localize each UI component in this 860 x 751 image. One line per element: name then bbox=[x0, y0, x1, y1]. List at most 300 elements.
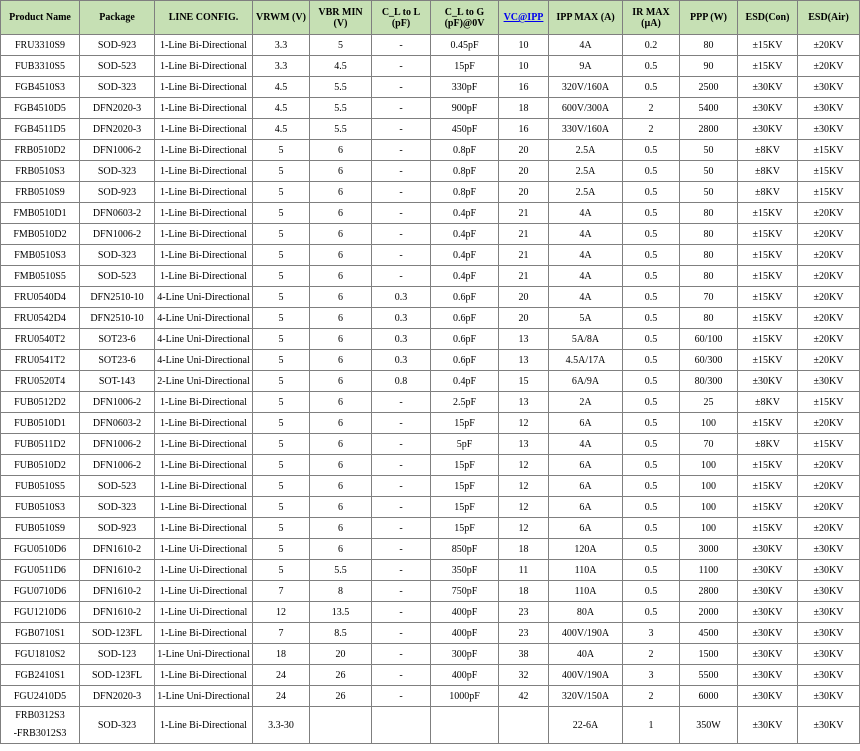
c-line-to-line-cell: 0.3 bbox=[372, 308, 431, 329]
product-name-cell: FRU0520T4 bbox=[1, 371, 80, 392]
package-cell: SOD-523 bbox=[80, 266, 155, 287]
ipp-max-cell: 600V/300A bbox=[549, 98, 623, 119]
vc-at-ipp-cell: 12 bbox=[499, 455, 549, 476]
ppp-cell: 60/300 bbox=[680, 350, 738, 371]
c-line-to-ground-cell: 0.6pF bbox=[431, 308, 499, 329]
col-header-line-config: LINE CONFIG. bbox=[155, 1, 253, 35]
c-line-to-line-cell: - bbox=[372, 434, 431, 455]
package-cell: DFN2510-10 bbox=[80, 287, 155, 308]
c-line-to-ground-cell: 0.8pF bbox=[431, 161, 499, 182]
line-config-cell: 1-Line Bi-Directional bbox=[155, 497, 253, 518]
ppp-cell: 70 bbox=[680, 287, 738, 308]
ppp-cell: 2500 bbox=[680, 77, 738, 98]
product-name-cell bbox=[1, 707, 80, 744]
vc-at-ipp-cell: 12 bbox=[499, 413, 549, 434]
col-header-ppp: PPP (W) bbox=[680, 1, 738, 35]
esd-contact-cell: ±15KV bbox=[738, 245, 798, 266]
package-cell: SOT23-6 bbox=[80, 350, 155, 371]
line-config-cell: 1-Line Bi-Directional bbox=[155, 392, 253, 413]
vc-at-ipp-cell: 13 bbox=[499, 434, 549, 455]
ir-max-cell: 0.5 bbox=[623, 329, 680, 350]
c-line-to-ground-cell: 0.4pF bbox=[431, 224, 499, 245]
c-line-to-line-cell: - bbox=[372, 119, 431, 140]
esd-contact-cell: ±15KV bbox=[738, 329, 798, 350]
ir-max-cell: 0.5 bbox=[623, 413, 680, 434]
table-row bbox=[1, 434, 860, 455]
ipp-max-cell: 6A bbox=[549, 476, 623, 497]
vrwm-cell: 3.3-30 bbox=[253, 707, 310, 744]
vbr-min-cell: 26 bbox=[310, 686, 372, 707]
ipp-max-cell: 4A bbox=[549, 434, 623, 455]
vc-at-ipp-cell: 12 bbox=[499, 476, 549, 497]
vbr-min-cell: 6 bbox=[310, 434, 372, 455]
esd-contact-cell: ±15KV bbox=[738, 518, 798, 539]
c-line-to-line-cell: - bbox=[372, 224, 431, 245]
table-row bbox=[1, 182, 860, 203]
vc-at-ipp-cell: 20 bbox=[499, 161, 549, 182]
esd-contact-cell: ±30KV bbox=[738, 665, 798, 686]
vbr-min-cell: 6 bbox=[310, 203, 372, 224]
esd-contact-cell: ±15KV bbox=[738, 287, 798, 308]
ipp-max-cell: 400V/190A bbox=[549, 665, 623, 686]
vrwm-cell: 5 bbox=[253, 476, 310, 497]
vbr-min-cell: 6 bbox=[310, 539, 372, 560]
esd-air-cell: ±30KV bbox=[798, 98, 860, 119]
line-config-cell: 4-Line Uni-Directional bbox=[155, 308, 253, 329]
vc-at-ipp-cell: 20 bbox=[499, 308, 549, 329]
vc-at-ipp-cell: 10 bbox=[499, 35, 549, 56]
c-line-to-ground-cell: 350pF bbox=[431, 560, 499, 581]
c-line-to-ground-cell: 400pF bbox=[431, 665, 499, 686]
c-line-to-ground-cell: 0.4pF bbox=[431, 203, 499, 224]
vbr-min-cell: 6 bbox=[310, 161, 372, 182]
ir-max-cell: 0.5 bbox=[623, 56, 680, 77]
table-row bbox=[1, 581, 860, 602]
c-line-to-ground-cell: 0.4pF bbox=[431, 245, 499, 266]
vc-at-ipp-cell: 13 bbox=[499, 392, 549, 413]
vbr-min-cell: 6 bbox=[310, 413, 372, 434]
esd-air-cell: ±30KV bbox=[798, 686, 860, 707]
esd-contact-cell: ±15KV bbox=[738, 413, 798, 434]
vbr-min-cell: 5.5 bbox=[310, 560, 372, 581]
ppp-cell: 3000 bbox=[680, 539, 738, 560]
vbr-min-cell: 5.5 bbox=[310, 98, 372, 119]
line-config-cell: 1-Line Bi-Directional bbox=[155, 77, 253, 98]
table-row bbox=[1, 77, 860, 98]
line-config-cell: 4-Line Uni-Directional bbox=[155, 329, 253, 350]
table-row bbox=[1, 224, 860, 245]
product-name-cell: FRU0540T2 bbox=[1, 329, 80, 350]
ppp-cell: 6000 bbox=[680, 686, 738, 707]
col-header-package: Package bbox=[80, 1, 155, 35]
vc-at-ipp-cell: 20 bbox=[499, 182, 549, 203]
vbr-min-cell: 6 bbox=[310, 371, 372, 392]
ipp-max-cell: 110A bbox=[549, 560, 623, 581]
table-row bbox=[1, 56, 860, 77]
c-line-to-ground-cell: 0.45pF bbox=[431, 35, 499, 56]
table-row bbox=[1, 203, 860, 224]
esd-air-cell: ±15KV bbox=[798, 182, 860, 203]
esd-contact-cell: ±30KV bbox=[738, 602, 798, 623]
c-line-to-ground-cell bbox=[431, 707, 499, 744]
package-cell: SOD-923 bbox=[80, 182, 155, 203]
line-config-cell: 1-Line Bi-Directional bbox=[155, 182, 253, 203]
vc-at-ipp-cell: 13 bbox=[499, 329, 549, 350]
vrwm-cell: 5 bbox=[253, 497, 310, 518]
vrwm-cell: 5 bbox=[253, 413, 310, 434]
c-line-to-ground-cell: 1000pF bbox=[431, 686, 499, 707]
esd-contact-cell: ±15KV bbox=[738, 35, 798, 56]
package-cell: SOD-323 bbox=[80, 77, 155, 98]
vc-at-ipp-cell: 18 bbox=[499, 581, 549, 602]
line-config-cell: 1-Line Ui-Directional bbox=[155, 602, 253, 623]
vc-at-ipp-cell: 20 bbox=[499, 140, 549, 161]
c-line-to-line-cell: - bbox=[372, 665, 431, 686]
c-line-to-line-cell: - bbox=[372, 98, 431, 119]
ir-max-cell: 0.5 bbox=[623, 371, 680, 392]
vrwm-cell: 5 bbox=[253, 371, 310, 392]
esd-contact-cell: ±15KV bbox=[738, 350, 798, 371]
product-name-cell: FUB0510S9 bbox=[1, 518, 80, 539]
col-header-c-line-to-ground: C_L to G (pF)@0V bbox=[431, 1, 499, 35]
c-line-to-ground-cell: 0.6pF bbox=[431, 329, 499, 350]
line-config-cell: 1-Line Uni-Directional bbox=[155, 644, 253, 665]
esd-contact-cell: ±30KV bbox=[738, 119, 798, 140]
vc-at-ipp-cell: 10 bbox=[499, 56, 549, 77]
c-line-to-ground-cell: 5pF bbox=[431, 434, 499, 455]
esd-air-cell: ±30KV bbox=[798, 623, 860, 644]
line-config-cell: 1-Line Bi-Directional bbox=[155, 413, 253, 434]
table-row bbox=[1, 308, 860, 329]
vbr-min-cell: 6 bbox=[310, 287, 372, 308]
vc-at-ipp-cell: 21 bbox=[499, 224, 549, 245]
c-line-to-ground-cell: 0.6pF bbox=[431, 350, 499, 371]
product-name-cell: FGB4511D5 bbox=[1, 119, 80, 140]
ipp-max-cell: 4A bbox=[549, 266, 623, 287]
c-line-to-ground-cell: 15pF bbox=[431, 455, 499, 476]
vbr-min-cell: 4.5 bbox=[310, 56, 372, 77]
ir-max-cell: 3 bbox=[623, 623, 680, 644]
package-cell: DFN1006-2 bbox=[80, 140, 155, 161]
vrwm-cell: 18 bbox=[253, 644, 310, 665]
c-line-to-ground-cell: 450pF bbox=[431, 119, 499, 140]
package-cell: SOD-123FL bbox=[80, 623, 155, 644]
esd-contact-cell: ±30KV bbox=[738, 77, 798, 98]
ppp-cell: 100 bbox=[680, 476, 738, 497]
col-header-product-name: Product Name bbox=[1, 1, 80, 35]
package-cell: DFN2510-10 bbox=[80, 308, 155, 329]
col-header-ipp-max: IPP MAX (A) bbox=[549, 1, 623, 35]
vc-at-ipp-cell: 13 bbox=[499, 350, 549, 371]
vbr-min-cell: 6 bbox=[310, 476, 372, 497]
ipp-max-cell: 9A bbox=[549, 56, 623, 77]
vrwm-cell: 5 bbox=[253, 266, 310, 287]
esd-contact-cell: ±15KV bbox=[738, 455, 798, 476]
ppp-cell: 1500 bbox=[680, 644, 738, 665]
vrwm-cell: 24 bbox=[253, 686, 310, 707]
esd-air-cell: ±30KV bbox=[798, 602, 860, 623]
ir-max-cell: 0.5 bbox=[623, 203, 680, 224]
vc-at-ipp-cell: 38 bbox=[499, 644, 549, 665]
ppp-cell: 80/300 bbox=[680, 371, 738, 392]
line-config-cell: 1-Line Bi-Directional bbox=[155, 98, 253, 119]
product-name-cell: FGU0710D6 bbox=[1, 581, 80, 602]
c-line-to-ground-cell: 2.5pF bbox=[431, 392, 499, 413]
esd-contact-cell: ±30KV bbox=[738, 371, 798, 392]
line-config-cell: 1-Line Ui-Directional bbox=[155, 581, 253, 602]
table-row bbox=[1, 539, 860, 560]
ppp-cell: 80 bbox=[680, 308, 738, 329]
vrwm-cell: 5 bbox=[253, 455, 310, 476]
vbr-min-cell bbox=[310, 707, 372, 744]
vc-at-ipp-cell: 21 bbox=[499, 266, 549, 287]
table-row bbox=[1, 497, 860, 518]
vbr-min-cell: 13.5 bbox=[310, 602, 372, 623]
vbr-min-cell: 6 bbox=[310, 392, 372, 413]
c-line-to-ground-cell: 0.4pF bbox=[431, 371, 499, 392]
esd-contact-cell: ±15KV bbox=[738, 308, 798, 329]
line-config-cell: 1-Line Bi-Directional bbox=[155, 434, 253, 455]
line-config-cell: 1-Line Ui-Directional bbox=[155, 539, 253, 560]
product-name-cell: FGU0510D6 bbox=[1, 539, 80, 560]
ipp-max-cell: 40A bbox=[549, 644, 623, 665]
package-cell: SOT-143 bbox=[80, 371, 155, 392]
c-line-to-ground-cell: 15pF bbox=[431, 518, 499, 539]
c-line-to-ground-cell: 750pF bbox=[431, 581, 499, 602]
product-name-cell: FRU0540D4 bbox=[1, 287, 80, 308]
ipp-max-cell: 6A bbox=[549, 413, 623, 434]
table-row bbox=[1, 350, 860, 371]
vbr-min-cell: 6 bbox=[310, 308, 372, 329]
vrwm-cell: 5 bbox=[253, 434, 310, 455]
line-config-cell: 1-Line Bi-Directional bbox=[155, 203, 253, 224]
table-row bbox=[1, 686, 860, 707]
line-config-cell: 1-Line Bi-Directional bbox=[155, 245, 253, 266]
esd-air-cell: ±30KV bbox=[798, 77, 860, 98]
vc-at-ipp-cell: 12 bbox=[499, 497, 549, 518]
vc-at-ipp-cell: 16 bbox=[499, 119, 549, 140]
esd-air-cell: ±20KV bbox=[798, 224, 860, 245]
esd-contact-cell: ±8KV bbox=[738, 140, 798, 161]
c-line-to-line-cell: 0.3 bbox=[372, 287, 431, 308]
package-cell: SOD-523 bbox=[80, 56, 155, 77]
product-name-cell: FGB4510S3 bbox=[1, 77, 80, 98]
product-name-cell: FUB0510D1 bbox=[1, 413, 80, 434]
esd-contact-cell: ±30KV bbox=[738, 623, 798, 644]
vc-at-ipp-cell: 21 bbox=[499, 245, 549, 266]
package-cell: SOD-323 bbox=[80, 497, 155, 518]
vc-at-ipp-cell: 32 bbox=[499, 665, 549, 686]
ir-max-cell: 0.5 bbox=[623, 350, 680, 371]
vbr-min-cell: 6 bbox=[310, 455, 372, 476]
ppp-cell: 5500 bbox=[680, 665, 738, 686]
ppp-cell: 80 bbox=[680, 266, 738, 287]
line-config-cell: 4-Line Uni-Directional bbox=[155, 350, 253, 371]
line-config-cell: 1-Line Bi-Directional bbox=[155, 119, 253, 140]
esd-air-cell: ±20KV bbox=[798, 56, 860, 77]
ipp-max-cell: 4A bbox=[549, 203, 623, 224]
ipp-max-cell: 6A bbox=[549, 518, 623, 539]
line-config-cell: 1-Line Bi-Directional bbox=[155, 35, 253, 56]
vrwm-cell: 5 bbox=[253, 350, 310, 371]
ir-max-cell: 0.5 bbox=[623, 497, 680, 518]
ir-max-cell: 0.5 bbox=[623, 539, 680, 560]
c-line-to-ground-cell: 330pF bbox=[431, 77, 499, 98]
esd-contact-cell: ±30KV bbox=[738, 581, 798, 602]
product-name-line: FRB0312S3 bbox=[15, 710, 65, 721]
vrwm-cell: 5 bbox=[253, 308, 310, 329]
vrwm-cell: 5 bbox=[253, 182, 310, 203]
vc-at-ipp-cell: 15 bbox=[499, 371, 549, 392]
product-name-cell: FGB2410S1 bbox=[1, 665, 80, 686]
vbr-min-cell: 6 bbox=[310, 245, 372, 266]
ir-max-cell: 2 bbox=[623, 98, 680, 119]
ppp-cell: 100 bbox=[680, 455, 738, 476]
ir-max-cell: 0.5 bbox=[623, 224, 680, 245]
ppp-cell: 50 bbox=[680, 140, 738, 161]
vc-at-ipp-link[interactable]: VC@IPP bbox=[503, 12, 544, 23]
vc-at-ipp-cell: 18 bbox=[499, 98, 549, 119]
vrwm-cell: 5 bbox=[253, 245, 310, 266]
table-row bbox=[1, 119, 860, 140]
c-line-to-line-cell: - bbox=[372, 476, 431, 497]
header-row bbox=[1, 1, 860, 35]
ppp-cell: 80 bbox=[680, 35, 738, 56]
vbr-min-cell: 26 bbox=[310, 665, 372, 686]
vc-at-ipp-cell bbox=[499, 707, 549, 744]
product-name-cell: FUB0512D2 bbox=[1, 392, 80, 413]
package-cell: DFN1610-2 bbox=[80, 560, 155, 581]
ipp-max-cell: 4A bbox=[549, 287, 623, 308]
table-row bbox=[1, 644, 860, 665]
ipp-max-cell: 6A bbox=[549, 497, 623, 518]
ipp-max-cell: 6A bbox=[549, 455, 623, 476]
esd-air-cell: ±20KV bbox=[798, 266, 860, 287]
c-line-to-line-cell: - bbox=[372, 413, 431, 434]
esd-air-cell: ±20KV bbox=[798, 476, 860, 497]
ir-max-cell: 0.5 bbox=[623, 434, 680, 455]
table-row bbox=[1, 245, 860, 266]
esd-air-cell: ±30KV bbox=[798, 119, 860, 140]
c-line-to-line-cell: 0.3 bbox=[372, 350, 431, 371]
line-config-cell: 2-Line Uni-Directional bbox=[155, 371, 253, 392]
line-config-cell: 1-Line Bi-Directional bbox=[155, 140, 253, 161]
package-cell: SOD-523 bbox=[80, 476, 155, 497]
ir-max-cell: 2 bbox=[623, 644, 680, 665]
esd-air-cell: ±20KV bbox=[798, 329, 860, 350]
product-name-cell: FMB0510S5 bbox=[1, 266, 80, 287]
table-row bbox=[1, 476, 860, 497]
c-line-to-line-cell: - bbox=[372, 77, 431, 98]
package-cell: SOD-123 bbox=[80, 644, 155, 665]
c-line-to-line-cell: - bbox=[372, 140, 431, 161]
ir-max-cell: 0.5 bbox=[623, 308, 680, 329]
package-cell: SOD-923 bbox=[80, 518, 155, 539]
line-config-cell: 1-Line Bi-Directional bbox=[155, 476, 253, 497]
ipp-max-cell: 4A bbox=[549, 245, 623, 266]
ppp-cell: 2000 bbox=[680, 602, 738, 623]
vc-at-ipp-cell: 21 bbox=[499, 203, 549, 224]
vrwm-cell: 7 bbox=[253, 623, 310, 644]
product-name-cell: FMB0510D2 bbox=[1, 224, 80, 245]
esd-contact-cell: ±8KV bbox=[738, 392, 798, 413]
c-line-to-line-cell: 0.3 bbox=[372, 329, 431, 350]
c-line-to-line-cell: - bbox=[372, 56, 431, 77]
table-row bbox=[1, 560, 860, 581]
vbr-min-cell: 5.5 bbox=[310, 119, 372, 140]
ir-max-cell: 0.5 bbox=[623, 560, 680, 581]
ppp-cell: 60/100 bbox=[680, 329, 738, 350]
vc-at-ipp-cell: 12 bbox=[499, 518, 549, 539]
esd-air-cell: ±15KV bbox=[798, 392, 860, 413]
package-cell: DFN1006-2 bbox=[80, 455, 155, 476]
c-line-to-line-cell: - bbox=[372, 581, 431, 602]
ipp-max-cell: 22-6A bbox=[549, 707, 623, 744]
package-cell: DFN2020-3 bbox=[80, 119, 155, 140]
ir-max-cell: 0.5 bbox=[623, 140, 680, 161]
product-name-cell: FRB0510S9 bbox=[1, 182, 80, 203]
vrwm-cell: 4.5 bbox=[253, 77, 310, 98]
product-name-cell: FGU1810S2 bbox=[1, 644, 80, 665]
ipp-max-cell: 5A bbox=[549, 308, 623, 329]
package-cell: DFN1006-2 bbox=[80, 434, 155, 455]
ppp-cell: 50 bbox=[680, 182, 738, 203]
c-line-to-line-cell: - bbox=[372, 392, 431, 413]
esd-contact-cell: ±8KV bbox=[738, 161, 798, 182]
table-row bbox=[1, 35, 860, 56]
ir-max-cell: 0.5 bbox=[623, 455, 680, 476]
table-row bbox=[1, 266, 860, 287]
line-config-cell: 1-Line Bi-Directional bbox=[155, 56, 253, 77]
line-config-cell: 1-Line Bi-Directional bbox=[155, 161, 253, 182]
vbr-min-cell: 6 bbox=[310, 497, 372, 518]
ipp-max-cell: 80A bbox=[549, 602, 623, 623]
table-row bbox=[1, 455, 860, 476]
esd-air-cell: ±20KV bbox=[798, 497, 860, 518]
vrwm-cell: 5 bbox=[253, 203, 310, 224]
ir-max-cell: 0.5 bbox=[623, 266, 680, 287]
ir-max-cell: 0.5 bbox=[623, 581, 680, 602]
product-name-cell: FRU3310S9 bbox=[1, 35, 80, 56]
c-line-to-ground-cell: 0.6pF bbox=[431, 287, 499, 308]
package-cell: DFN0603-2 bbox=[80, 413, 155, 434]
product-name-cell: FRU0541T2 bbox=[1, 350, 80, 371]
ir-max-cell: 0.5 bbox=[623, 77, 680, 98]
c-line-to-ground-cell: 15pF bbox=[431, 497, 499, 518]
package-cell: SOD-323 bbox=[80, 707, 155, 744]
table-row bbox=[1, 140, 860, 161]
vrwm-cell: 4.5 bbox=[253, 119, 310, 140]
esd-air-cell: ±30KV bbox=[798, 560, 860, 581]
product-name-cell: FMB0510S3 bbox=[1, 245, 80, 266]
c-line-to-ground-cell: 400pF bbox=[431, 623, 499, 644]
package-cell: SOD-323 bbox=[80, 161, 155, 182]
vc-at-ipp-cell: 20 bbox=[499, 287, 549, 308]
line-config-cell: 1-Line Bi-Directional bbox=[155, 518, 253, 539]
product-name-cell: FMB0510D1 bbox=[1, 203, 80, 224]
esd-air-cell: ±20KV bbox=[798, 287, 860, 308]
c-line-to-line-cell: - bbox=[372, 602, 431, 623]
ipp-max-cell: 5A/8A bbox=[549, 329, 623, 350]
c-line-to-line-cell: - bbox=[372, 644, 431, 665]
product-name-cell: FRB0510S3 bbox=[1, 161, 80, 182]
esd-contact-cell: ±15KV bbox=[738, 224, 798, 245]
vrwm-cell: 12 bbox=[253, 602, 310, 623]
esd-air-cell: ±30KV bbox=[798, 581, 860, 602]
esd-air-cell: ±20KV bbox=[798, 455, 860, 476]
esd-air-cell: ±30KV bbox=[798, 644, 860, 665]
vbr-min-cell: 5 bbox=[310, 35, 372, 56]
